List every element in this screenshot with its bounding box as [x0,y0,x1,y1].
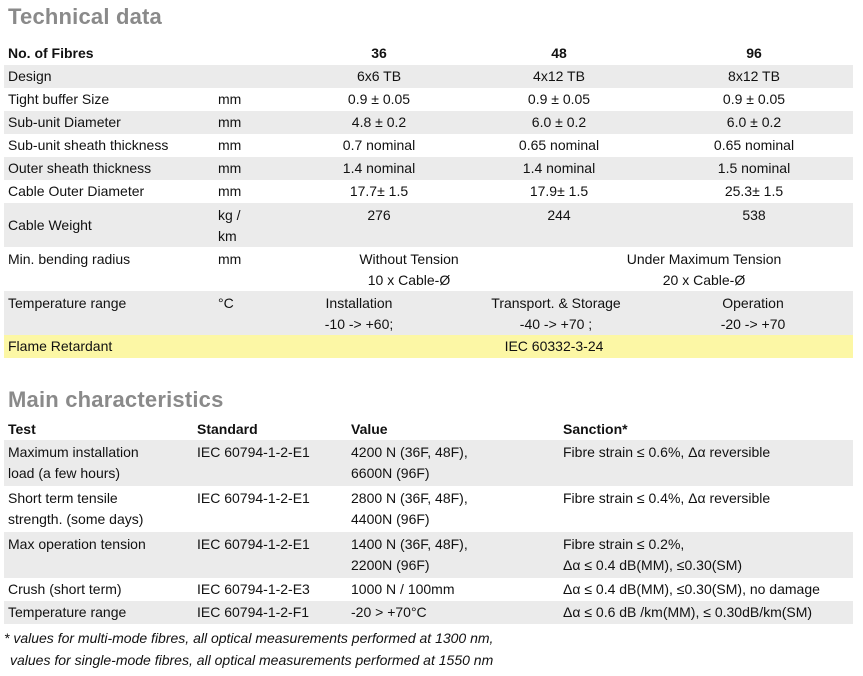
test-name-line2: load (a few hours) [8,465,121,481]
outer-diameter-label: Cable Outer Diameter [8,183,145,199]
test-standard: IEC 60794-1-2-F1 [197,604,310,620]
test-value: 1400 N (36F, 48F), [351,536,468,552]
temperature-installation-value: -10 -> +60; [324,316,394,332]
subunit-diameter-label: Sub-unit Diameter [8,114,121,130]
header-test: Test [8,421,36,437]
outer-sheath-48: 1.4 nominal [522,160,596,176]
flame-value: IEC 60332-3-24 [504,338,604,354]
bending-unit: mm [218,251,242,267]
subunit-sheath-label: Sub-unit sheath thickness [8,137,169,153]
test-standard: IEC 60794-1-2-E3 [197,581,310,597]
row-cable-weight [4,203,853,247]
subunit-sheath-48: 0.65 nominal [518,137,600,153]
temperature-label: Temperature range [8,295,127,311]
header-standard: Standard [197,421,258,437]
subunit-diameter-unit: mm [218,114,242,130]
subunit-diameter-48: 6.0 ± 0.2 [531,114,587,130]
test-standard: IEC 60794-1-2-E1 [197,444,310,460]
technical-data-table [4,42,853,358]
test-value: 1000 N / 100mm [351,581,455,597]
tight-buffer-96: 0.9 ± 0.05 [722,91,786,107]
cable-weight-36: 276 [367,207,391,223]
row-temperature-range [4,291,853,335]
temperature-operation: Operation [722,295,784,311]
footnote-singlemode: values for single-mode fibres, all optical measurements performed at 1550 nm [10,652,494,668]
temperature-installation: Installation [325,295,393,311]
header-96: 96 [746,45,762,61]
test-value: 2800 N (36F, 48F), [351,490,468,506]
table-row [4,486,853,532]
subunit-sheath-36: 0.7 nominal [342,137,416,153]
tight-buffer-label: Tight buffer Size [8,91,110,107]
table-row [4,578,853,601]
row-tight-buffer [4,88,853,111]
main-characteristics-title: Main characteristics [8,387,224,412]
tight-buffer-unit: mm [218,91,242,107]
test-name-line2: strength. (some days) [8,511,144,527]
test-value: 4200 N (36F, 48F), [351,444,468,460]
technical-data-title: Technical data [8,4,162,29]
cable-weight-unit-line2: km [218,228,237,244]
test-name: Maximum installation [8,444,139,460]
row-subunit-diameter [4,111,853,134]
outer-diameter-48: 17.9± 1.5 [529,183,589,199]
test-name: Temperature range [8,604,127,620]
technical-header-row [4,42,853,65]
temperature-operation-value: -20 -> +70 [720,316,786,332]
main-characteristics-table [4,418,853,624]
design-36: 6x6 TB [356,68,402,84]
test-value: -20 > +70°C [351,604,427,620]
outer-sheath-96: 1.5 nominal [717,160,791,176]
outer-sheath-label: Outer sheath thickness [8,160,152,176]
bending-without-tension-value: 10 x Cable-Ø [367,272,451,288]
outer-diameter-unit: mm [218,183,242,199]
footnote-multimode: * values for multi-mode fibres, all optical measurements performed at 1300 nm, [4,630,494,646]
row-outer-sheath [4,157,853,180]
header-label: No. of Fibres [8,45,94,61]
test-sanction: Fibre strain ≤ 0.6%, Δα reversible [563,444,771,460]
outer-diameter-96: 25.3± 1.5 [724,183,784,199]
cable-weight-unit-line1: kg / [218,207,241,223]
table-row [4,532,853,578]
outer-sheath-unit: mm [218,160,242,176]
tight-buffer-48: 0.9 ± 0.05 [527,91,591,107]
test-sanction: Δα ≤ 0.6 dB /km(MM), ≤ 0.30dB/km(SM) [563,604,813,620]
test-value-line2: 4400N (96F) [351,511,430,527]
test-standard: IEC 60794-1-2-E1 [197,536,310,552]
test-name: Short term tensile [8,490,118,506]
header-48: 48 [551,45,567,61]
cable-weight-label: Cable Weight [8,217,92,233]
bending-label: Min. bending radius [8,251,131,267]
cable-weight-48: 244 [547,207,571,223]
temperature-transport-storage-value: -40 -> +70 ; [519,316,593,332]
header-value: Value [351,421,388,437]
tight-buffer-36: 0.9 ± 0.05 [347,91,411,107]
design-label: Design [8,68,52,84]
header-sanction: Sanction* [563,421,628,437]
subunit-sheath-96: 0.65 nominal [713,137,795,153]
test-sanction: Δα ≤ 0.4 dB(MM), ≤0.30(SM), no damage [563,581,820,597]
characteristics-header-row [4,418,853,440]
subunit-sheath-unit: mm [218,137,242,153]
footnotes [4,627,493,671]
table-row [4,440,853,486]
test-value-line2: 2200N (96F) [351,557,430,573]
subunit-diameter-96: 6.0 ± 0.2 [726,114,782,130]
test-sanction: Fibre strain ≤ 0.2%, [563,536,685,552]
test-sanction-line2: Δα ≤ 0.4 dB(MM), ≤0.30(SM) [563,557,743,573]
cable-weight-96: 538 [742,207,766,223]
test-value-line2: 6600N (96F) [351,465,430,481]
row-bending-radius [4,247,853,291]
test-name: Max operation tension [8,536,146,552]
flame-label: Flame Retardant [8,338,113,354]
bending-under-tension: Under Maximum Tension [626,251,782,267]
test-standard: IEC 60794-1-2-E1 [197,490,310,506]
test-sanction: Fibre strain ≤ 0.4%, Δα reversible [563,490,771,506]
table-row [4,601,853,624]
row-design [4,65,853,88]
outer-sheath-36: 1.4 nominal [342,160,416,176]
test-name: Crush (short term) [8,581,122,597]
row-subunit-sheath [4,134,853,157]
temperature-transport-storage: Transport. & Storage [491,295,621,311]
subunit-diameter-36: 4.8 ± 0.2 [351,114,407,130]
design-48: 4x12 TB [533,68,585,84]
bending-without-tension: Without Tension [359,251,459,267]
row-outer-diameter [4,180,853,203]
bending-under-tension-value: 20 x Cable-Ø [662,272,746,288]
header-36: 36 [371,45,387,61]
row-flame-retardant [4,335,853,358]
temperature-unit: °C [218,295,234,311]
outer-diameter-36: 17.7± 1.5 [349,183,409,199]
design-96: 8x12 TB [728,68,780,84]
